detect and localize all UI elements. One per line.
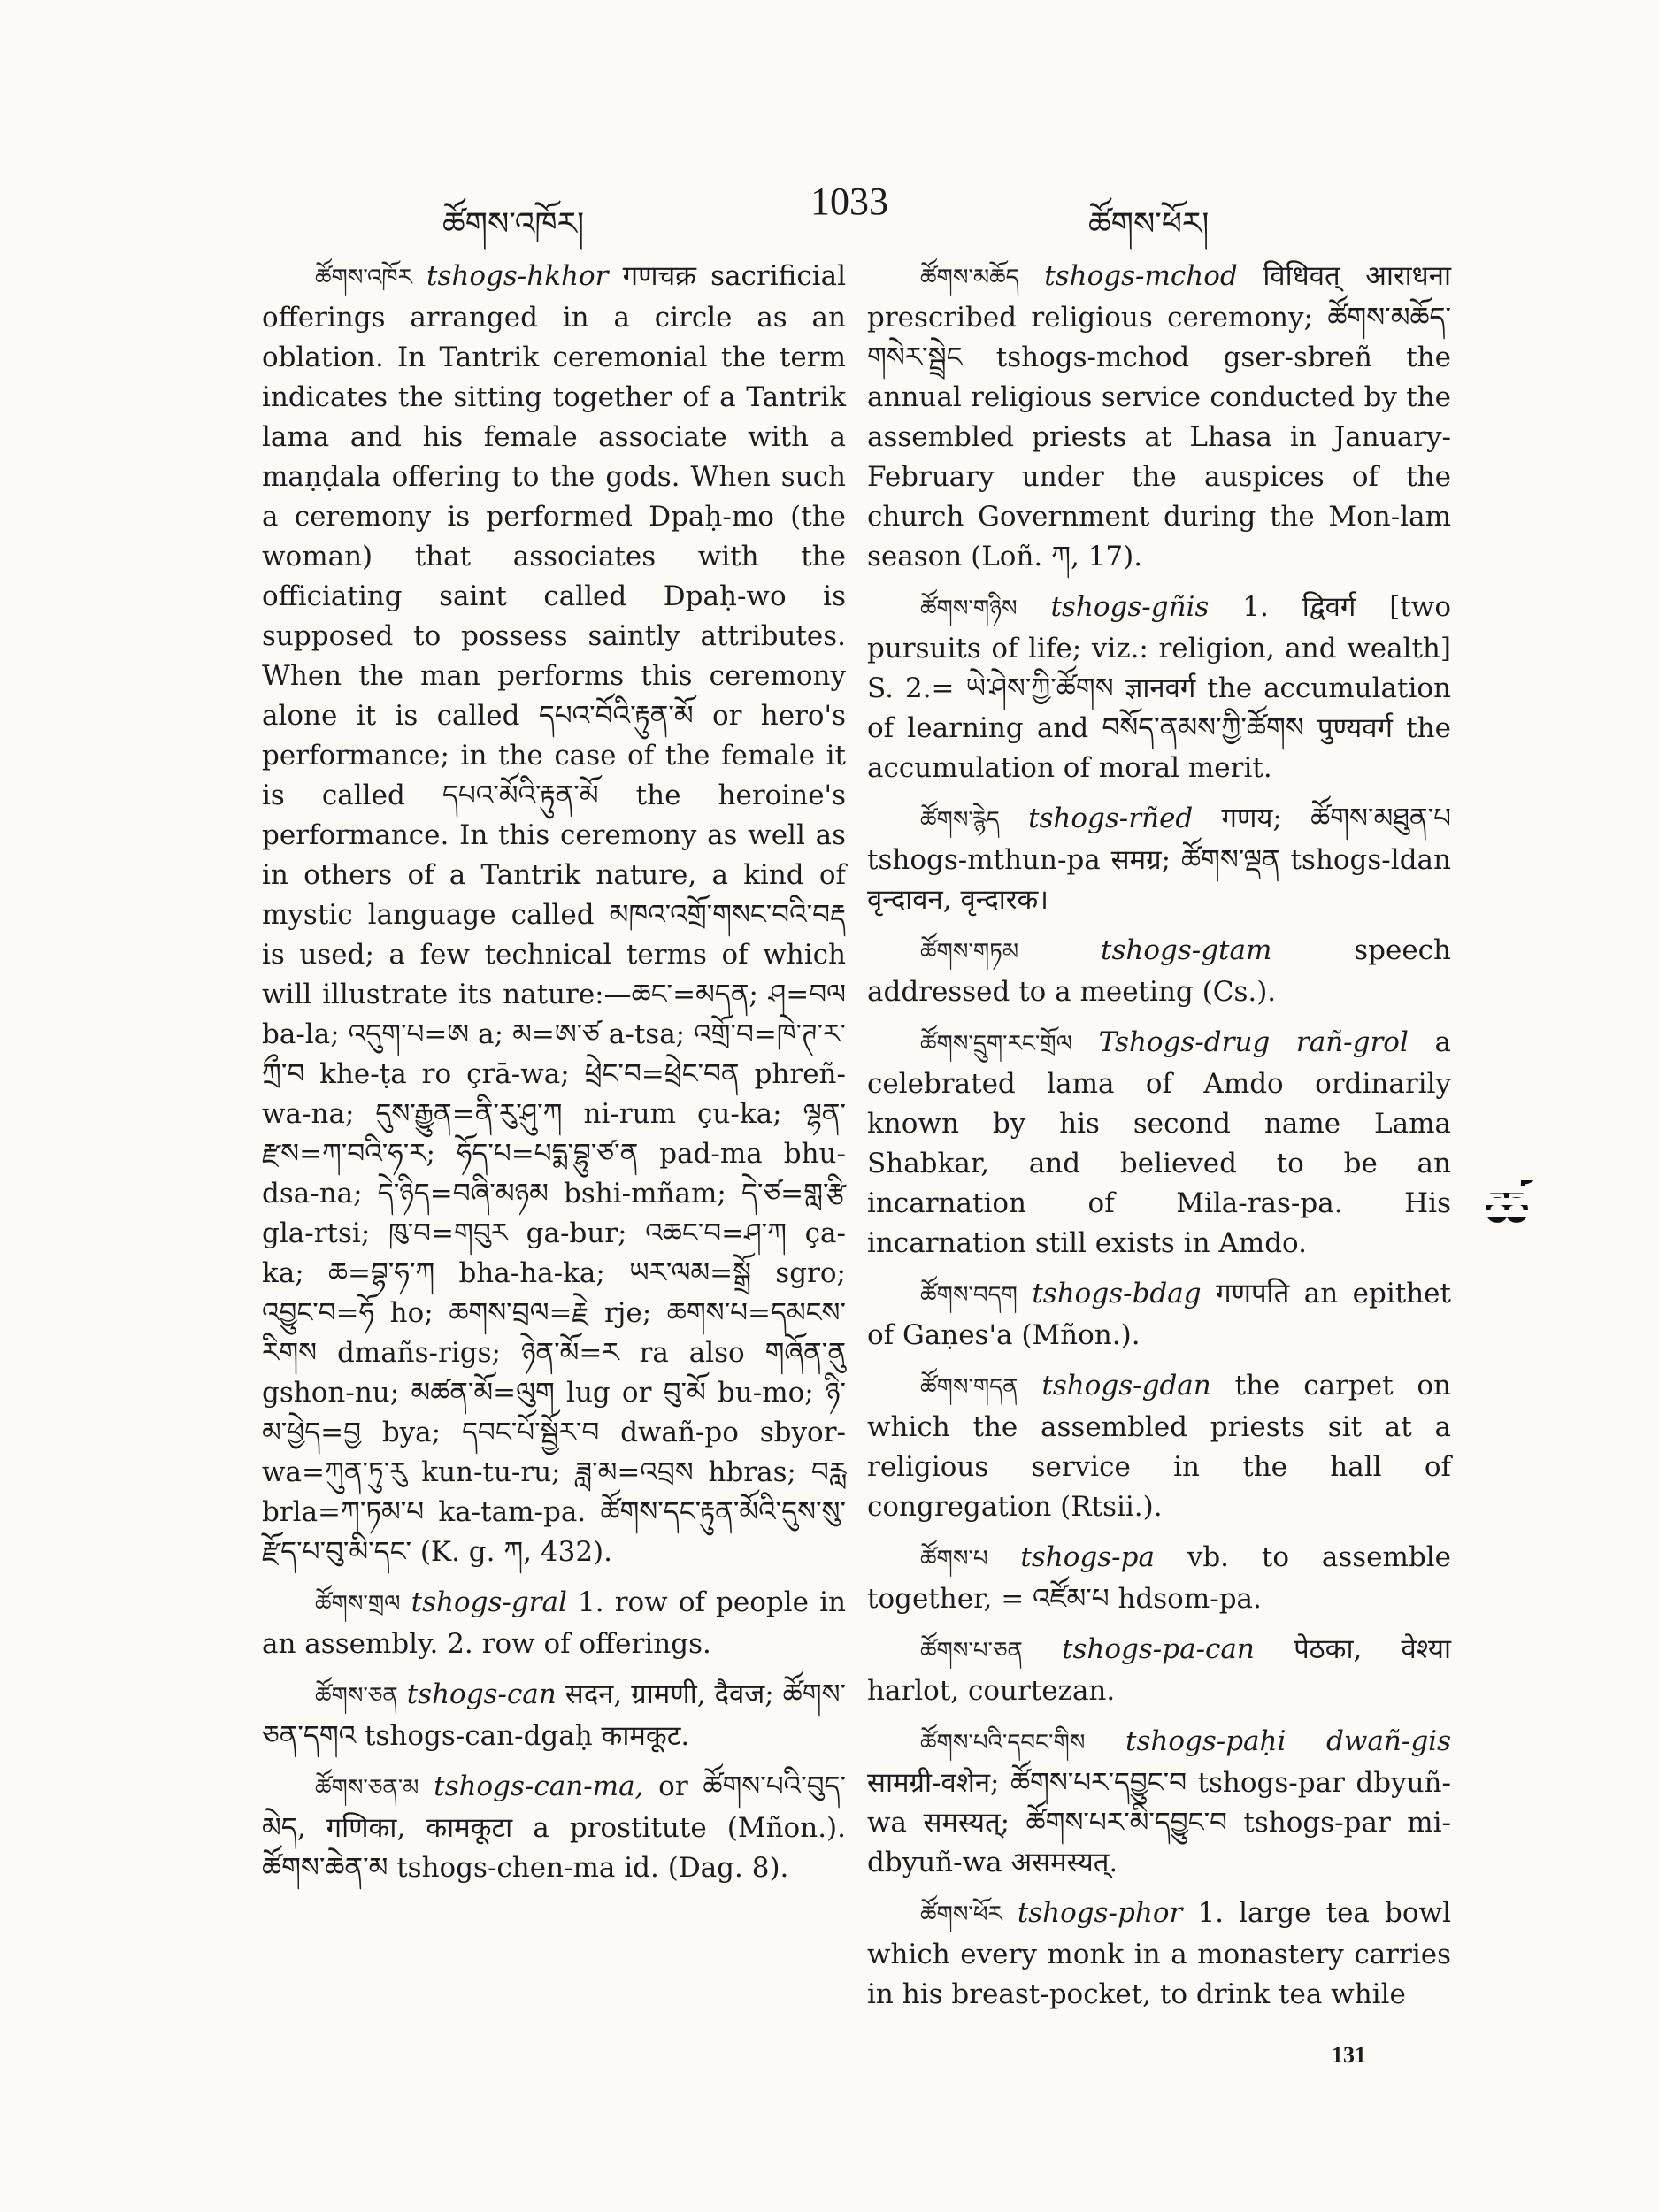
dictionary-entry [867, 1630, 1451, 1711]
entry-definition: 1. द्विवर्ग [two pursuits of life; viz.: religion, and wealth] S. 2.= ཡེ་ཤེས་ཀྱི་ཚོགས ज्ञानवर्ग the accumulation of learning and བསོད་ནམས་ཀྱི་ཚོགས पुण्यवर्ग the accumulation of moral merit. [867, 591, 1451, 784]
headword-transliteration: tshogs-phor [1017, 1897, 1183, 1929]
entry-definition: the carpet on which the assembled priests sit at a religious service in the hall of congregation (Rtsii.). [867, 1370, 1452, 1523]
headword-tibetan: ཚོགས་པའི་དབང་གིས [920, 1730, 1086, 1756]
dictionary-entry [867, 1893, 1451, 2015]
entry-definition: विधिवत् आराधना prescribed religious ceremony; ཚོགས་མཆོད་གསེར་སྦྲེང tshogs-mchod gser-sbreñ the annual religious service conducted by the assembled priests at Lhasa in January-February under the auspices of the church Government during the Mon-lam season (Loñ. ཀ, 17). [867, 260, 1451, 572]
dictionary-entry [867, 1366, 1451, 1527]
header-left-title: ཚོགས་འཁོར། [442, 206, 585, 242]
headword-tibetan: ཚོགས་མཆོད [920, 265, 1019, 291]
page-header [0, 177, 1659, 242]
headword-tibetan: ཚོགས་གཉིས [920, 595, 1018, 622]
headword-transliteration: tshogs-rñed [1028, 803, 1194, 834]
entry-definition: गणपति an epithet of Gaṇes'a (Mñon.). [867, 1278, 1451, 1351]
headword-transliteration: tshogs-mchod [1044, 260, 1238, 292]
headword-tibetan: ཚོགས་ཅན [315, 1683, 398, 1709]
entry-definition: 1. row of people in an assembly. 2. row of offerings. [262, 1586, 846, 1660]
entry-definition: speech addressed to a meeting (Cs.). [867, 934, 1451, 1008]
headword-transliteration: tshogs-paḥi dwañ-gis [1125, 1725, 1451, 1757]
dictionary-entry [262, 1675, 846, 1756]
headword-transliteration: tshogs-pa-can [1062, 1633, 1255, 1665]
header-right-title: ཚོགས་ཕོར། [1088, 206, 1210, 242]
entry-definition: सदन, ग्रामणी, दैवज; ཚོགས་ཅན་དགའ tshogs-can-dgaḥ कामकूट. [262, 1678, 847, 1752]
headword-tibetan: ཚོགས་ཕོར [920, 1901, 1002, 1928]
thumb-index-mark: ཚ [1469, 1168, 1545, 1248]
headword-transliteration: tshogs-gral [411, 1586, 567, 1618]
headword-transliteration: tshogs-can [406, 1678, 557, 1710]
dictionary-entry [867, 1023, 1451, 1263]
headword-tibetan: ཚོགས་གདན [920, 1374, 1018, 1401]
left-column [262, 257, 846, 1899]
dictionary-entry [867, 257, 1451, 577]
dictionary-entry [867, 1722, 1451, 1883]
dictionary-entry [867, 1274, 1451, 1356]
headword-tibetan: ཚོགས་རྙེད [920, 807, 1000, 833]
headword-tibetan: ཚོགས་པ་ཅན [920, 1638, 1023, 1664]
dictionary-entry [262, 1583, 846, 1664]
dictionary-entry [867, 931, 1451, 1012]
headword-transliteration: tshogs-pa [1020, 1541, 1155, 1573]
headword-transliteration: tshogs-hkhor [426, 260, 609, 292]
headword-transliteration: tshogs-gtam [1100, 934, 1272, 966]
headword-transliteration: tshogs-gñis [1050, 591, 1210, 623]
dictionary-entry [262, 1767, 846, 1888]
entry-definition: vb. to assemble together, = འཛོམ་པ hdsom-pa. [867, 1541, 1452, 1615]
headword-transliteration: Tshogs-drug rañ-grol [1098, 1026, 1409, 1058]
headword-tibetan: ཚོགས་དྲུག་རང་གྲོལ [920, 1031, 1072, 1057]
page-number: 1033 [810, 180, 888, 223]
headword-tibetan: ཚོགས་གཏམ [920, 939, 1019, 965]
right-column [867, 257, 1451, 2025]
dictionary-entry [262, 257, 846, 1572]
entry-definition: or ཚོགས་པའི་བུད་མེད, गणिका, कामकूटा a prostitute (Mñon.). ཚོགས་ཆེན་མ tshogs-chen-ma id. (Dag. 8). [262, 1770, 846, 1884]
dictionary-entry [867, 1538, 1451, 1619]
entry-definition: 1. large tea bowl which every monk in a monastery carries in his breast-pocket, to drink tea while [867, 1897, 1451, 2010]
headword-transliteration: tshogs-bdag [1032, 1278, 1202, 1310]
signature-mark: 131 [1332, 2042, 1366, 2068]
headword-tibetan: ཚོགས་པ [920, 1546, 988, 1572]
entry-definition: पेठका, वेश्या harlot, courtezan. [867, 1633, 1451, 1707]
headword-transliteration: tshogs-can-ma, [434, 1770, 644, 1802]
headword-tibetan: ཚོགས་གྲལ [315, 1591, 401, 1617]
dictionary-entry [867, 588, 1451, 788]
headword-tibetan: ཚོགས་ཅན་མ [315, 1775, 419, 1801]
headword-tibetan: ཚོགས་བདག [920, 1282, 1018, 1309]
entry-definition: गणय; ཚོགས་མཐུན་པ tshogs-mthun-pa समग्र; ཚོགས་ལྡན tshogs-ldan वृन्दावन, वृन्दारक। [867, 803, 1451, 916]
headword-tibetan: ཚོགས་འཁོར [315, 265, 412, 291]
headword-transliteration: tshogs-gdan [1041, 1370, 1211, 1402]
entry-definition: a celebrated lama of Amdo ordinarily known by his second name Lama Shabkar, and believed to be an incarnation of Mila-ras-pa. His incarnation still exists in Amdo. [867, 1026, 1452, 1259]
entry-definition: गणचक्र sacrificial offerings arranged in a circle as an oblation. In Tantrik ceremonial the term indicates the sitting together of a Tantrik lama and his female associate with a maṇḍala offering to the gods. When such a ceremony is performed Dpaḥ-mo (the woman) that associates with the officiating saint called Dpaḥ-wo is supposed to possess saintly attributes. When the man performs this ceremony alone it is called དཔའ་བོའི་རྟུན་མོ or hero's performance; in the case of the female it is called དཔའ་མོའི་རྟུན་མོ the heroine's performance. In this ceremony as well as in others of a Tantrik nature, a kind of mystic language called མཁའ་འགྲོ་གསང་བའི་བརྡ is used; a few technical terms of which will illustrate its nature:—ཆང་=མདན; ཤ=བལ ba-la; འདུག་པ=ཨ a; མ=ཨ་ཙ a-tsa; འགྲོ་བ=ཁེ་ཊ་ར་ཀྲྀ་བ khe-ṭa ro çrā-wa; ཕྲེང་བ=ཕྲེང་བན phreñ-wa-na; དུས་རྒྱུན=ནི་རུ་ཤུ་ཀ ni-rum çu-ka; ལྷན་རྫས=ཀ་བའི་ཧ་ར; ཧོད་པ=པདྨ་བྷུ་ཙ་ན pad-ma bhu-dsa-na; དེ་ཉིད=བཞི་མཉམ bshi-mñam; དེ་ཙ=གླ་རྩི gla-rtsi; ཁུ་བ=གབུར ga-bur; འཆང་བ=ཤ་ཀ ça-ka; ཆ=བྷ་ཧ་ཀ bha-ha-ka; ཡར་ལམ=སྒྲོ sgro; འབྱུང་བ=ཧོ ho; ཆགས་བྲལ=རྗེ rje; ཆགས་པ=དམངས་རིགས dmañs-rigs; ཉེན་མོ=ར ra also གཞོན་ནུ gshon-nu; མཚན་མོ=ལུག lug or བུ་མོ bu-mo; ཉི་མ་ཕྱེད=བྱ bya; དབང་པོ་སྦྱོར་བ dwañ-po sbyor-wa=ཀུན་ཏུ་རུ kun-tu-ru; ཟླ་མ=འབྲས hbras; བརླ brla=ཀ་ཏམ་པ ka-tam-pa. ཚོགས་དང་རྟུན་མོའི་དུས་སུ་རྫོད་པ་བུ་མི་དང་ (K. g. ཀ, 432). [262, 260, 846, 1568]
dictionary-entry [867, 799, 1451, 920]
entry-definition: सामग्री-वशेन; ཚོགས་པར་དབྱུང་བ tshogs-par dbyuñ-wa समस्यत्; ཚོགས་པར་མི་དབྱུང་བ tshogs-par mi-dbyuñ-wa असमस्यत्. [867, 1767, 1451, 1878]
